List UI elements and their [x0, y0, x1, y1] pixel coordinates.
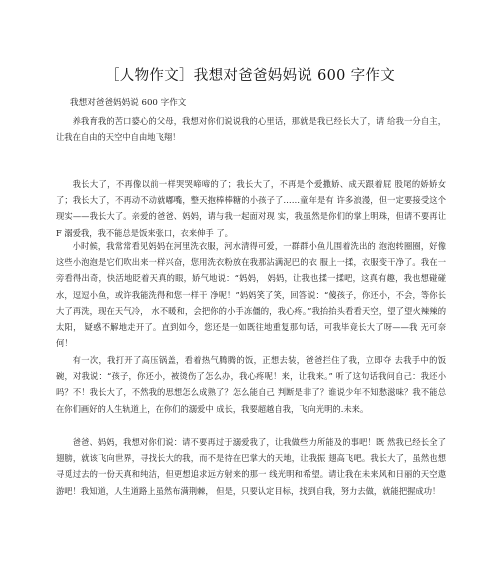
paragraph-2: 我长大了，不再像以前一样哭哭啼啼的了；我长大了，不再是个爱撒娇、成天跟着屁 股尾的娇娇女了；我长大了，不再动不动就嘟嘴，整天抱棒棒糖的小孩子了……童年是有 许多浪漫，但一定要接受这个现实——我长大了。亲爱的爸爸、妈妈，请与我一起面对现 实，我虽然是你们的掌上明珠，但请不要再让 F 溺爱我，我不能总是饭来张口，衣来伸手 了。 — [56, 179, 446, 238]
paragraph-1: 养我育我的苦口婆心的父母，我想对你们说说我的心里话，那就是我已经长大了，请 给我一分自主，让我在自由的天空中自由地飞翔！ — [56, 116, 446, 143]
paragraph-3: 小时候，我常常看见妈妈在河里洗衣服，河水清得可爱，一群群小鱼儿围着洗出的 泡泡转圈圈，好像这些小泡泡是它们吹出来一样兴奋，您用洗衣粉放在我那沾满泥巴的衣 服上一揉，衣服变干净了。我在一旁看得出奇，快活地眨着天真的眼，娇气地说：“妈妈， 妈妈，让我也揉一揉吧，这真有趣，我也想碰碰水，逗逗小鱼，或许我能洗得和您一样干 净呢！”妈妈笑了笑，回答说：“傻孩子，你还小，不会，等你长大了再洗，现在天气冷， 水不暖和，会把你的小手冻僵的，我心疼。”我抬抬头看看天空，望了望火辣辣的太阳， 疑惑不解地走开了。直到如今，您还是一如既往地重复那句话，可我毕竟长大了呀——我 无可奈何！ — [56, 241, 446, 349]
paragraph-5: 爸爸、妈妈，我想对你们说：请不要再过于溺爱我了，让我做些力所能及的事吧！既 然我已经长全了翅膀，就该飞向世界，寻找长大的我，而不是待在巴掌大的天地，让我振 翅高飞吧。我长大了，虽然也想寻觅过去的一份天真和纯洁，但更想追求远方射来的那一 线光明和希望。请让我在未来风和日丽的天空遨游吧！我知道，人生道路上虽然布满荆棘， 但是，只要认定目标，找到自我，努力去做，就能把握成功！ — [56, 437, 446, 496]
article-title: ［人物作文］我想对爸爸妈妈说 600 字作文 — [105, 68, 395, 84]
paragraph-4: 有一次，我打开了高压锅盖，看着热气腾腾的饭，正想去装，爸爸拦住了我，立即夺 去我手中的饭碗，对我说：“孩子，你还小，被烫伤了怎么办，我心疼呢！来，让我来。” 听了这句话我问自己：我还小吗？不！我长大了，不然我的思想怎么成熟了？怎么能自己 判断是非了？谁说少年不知愁滋味？我不能总在你们画好的人生轨道上，在你们的溺爱中 成长，我要超越自我，飞向光明的.未来。 — [56, 355, 446, 414]
article-subtitle: 我想对爸爸妈妈说 600 字作文 — [70, 98, 187, 108]
